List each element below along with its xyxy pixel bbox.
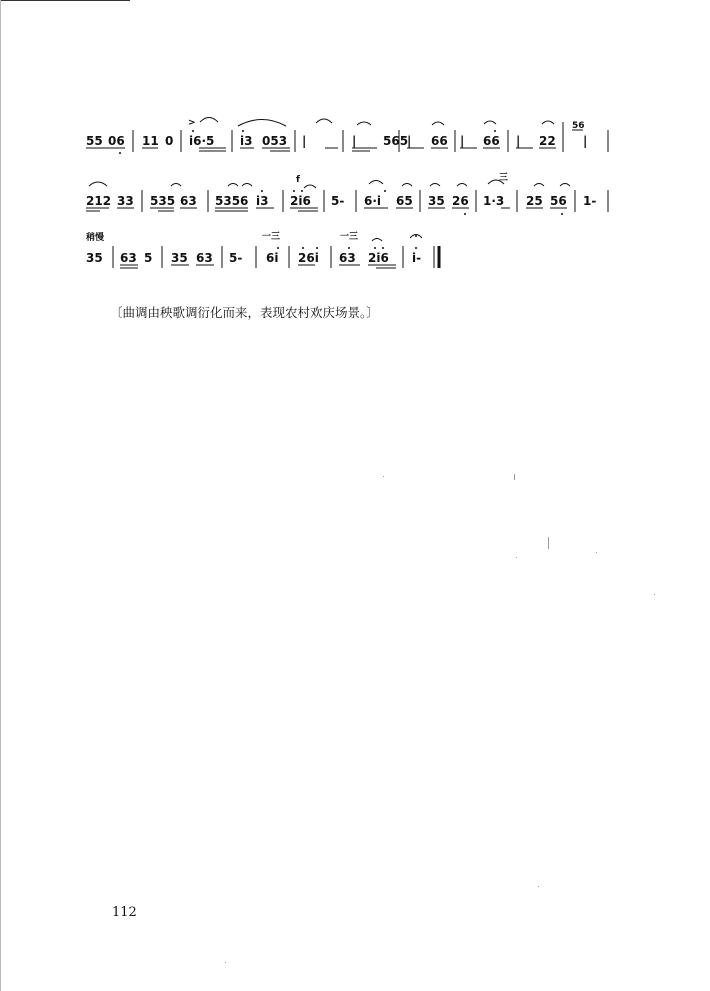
tempo-marking: 稍慢 — [86, 233, 105, 243]
note-group: 35 — [171, 251, 188, 265]
note-group: 2i6 — [290, 194, 311, 208]
score-line-1 — [86, 118, 608, 155]
note-group: 565 — [383, 134, 409, 148]
note-group: 66 — [431, 134, 448, 148]
note-group: 63 — [196, 251, 213, 265]
note-group: i6·5 — [189, 134, 215, 148]
note-group: | — [516, 134, 521, 148]
note-group: 25 — [526, 194, 543, 208]
note-group: 1·3 — [483, 194, 505, 208]
note-group: 63 — [120, 251, 137, 265]
note-group: 55 — [86, 134, 103, 148]
note-group: 212 — [86, 194, 112, 208]
scan-speck — [383, 476, 384, 477]
dynamic-mark: f — [296, 175, 300, 185]
note-group: 11 — [142, 134, 159, 148]
note-group: i3 — [240, 134, 253, 148]
note-group: 6i — [266, 251, 279, 265]
note-group: 33 — [117, 194, 134, 208]
score-line-2 — [86, 172, 608, 215]
note-group: 66 — [483, 134, 500, 148]
note-group: 1- — [583, 194, 597, 208]
note-group: | — [407, 134, 412, 148]
grace-note: 一三 — [340, 232, 359, 242]
scan-speck — [596, 552, 597, 553]
grace-note: 一三 — [262, 232, 281, 242]
note-group: 63 — [180, 194, 197, 208]
scan-speck — [538, 886, 539, 887]
note-group: 0 — [165, 134, 174, 148]
page-number: 112 — [112, 905, 137, 920]
scan-speck — [516, 557, 517, 558]
note-group: 35 — [86, 251, 103, 265]
note-group: 535 — [150, 194, 176, 208]
note-group: 5- — [229, 251, 243, 265]
note-group: 5356 — [215, 194, 249, 208]
scan-speck — [548, 537, 549, 549]
note-group: 35 — [428, 194, 445, 208]
note-group: 06 — [108, 134, 125, 148]
jianpu-score — [0, 0, 710, 300]
note-group: 26i — [298, 251, 319, 265]
note-group: 5- — [331, 194, 345, 208]
note-group: i3 — [256, 194, 269, 208]
note-group: | — [302, 134, 307, 148]
note-group: 56 — [550, 194, 567, 208]
caption: 〔曲调由秧歌调衍化而来，表现农村欢庆场景。〕 — [110, 305, 379, 320]
note-group: 6·i — [364, 194, 382, 208]
note-group: 26 — [452, 194, 469, 208]
note-group: | — [460, 134, 465, 148]
scan-speck — [654, 594, 655, 595]
note-group: 63 — [339, 251, 356, 265]
score-line-3 — [85, 231, 439, 268]
grace-note: 56 — [572, 121, 585, 131]
scan-speck — [225, 962, 226, 963]
grace-note: 三 — [499, 173, 509, 183]
note-group: 053 — [262, 134, 288, 148]
note-group: i- — [412, 251, 422, 265]
note-group: 2i6 — [368, 251, 389, 265]
scan-speck — [514, 474, 515, 480]
note-group: 5 — [144, 251, 153, 265]
accent-mark: > — [188, 118, 196, 128]
note-group: 65 — [396, 194, 413, 208]
note-group: 22 — [539, 134, 556, 148]
note-group: | — [583, 134, 588, 148]
note-group: | — [352, 134, 357, 148]
